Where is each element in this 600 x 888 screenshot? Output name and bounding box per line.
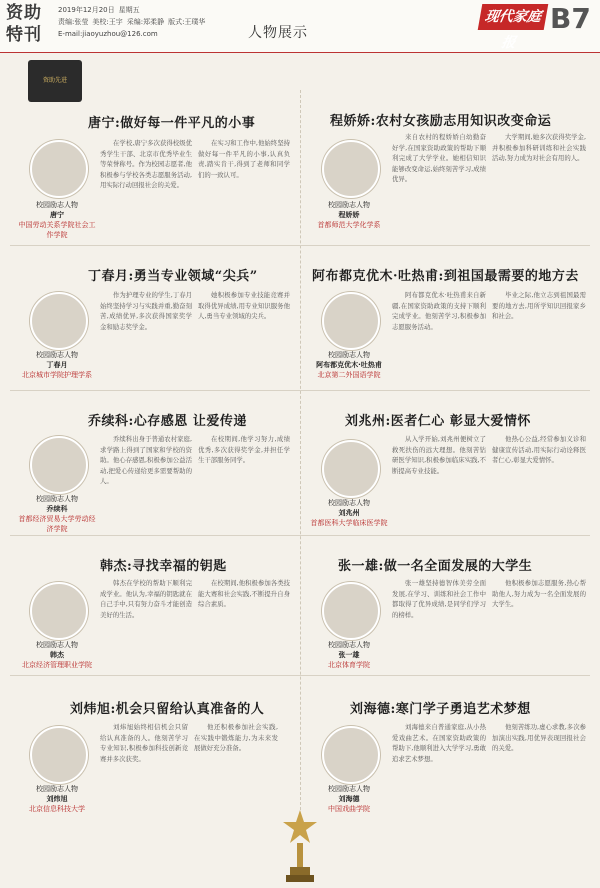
- story-headline: 唐宁:做好每一件平凡的小事: [88, 116, 256, 131]
- story-body: [100, 290, 192, 386]
- caption-name: 韩杰: [50, 651, 64, 659]
- row-divider: [10, 675, 590, 676]
- paragraph: 在学校,唐宁多次获得校级优秀学生干部、北京市优秀毕业生等荣誉称号。作为校园志愿者,他积极参与学校各类志愿服务活动,用实际行动回报社会的关爱。: [100, 139, 192, 189]
- column-title: 资助特刊: [6, 3, 42, 45]
- editor: 责编:张莹: [58, 18, 89, 26]
- row-divider: [10, 245, 590, 246]
- story-body: [100, 434, 192, 532]
- story-headline: 程娇娇:农村女孩励志用知识改变命运: [330, 114, 552, 129]
- portrait-photo: [322, 292, 380, 350]
- paragraph: 毕业之际,他立志到祖国最需要的地方去,用所学知识回报家乡和社会。: [492, 291, 586, 320]
- story-body: [194, 722, 278, 872]
- story-body: [198, 578, 290, 672]
- photo-caption: [18, 200, 96, 240]
- trophy-icon: [280, 808, 320, 884]
- column-divider: [300, 90, 301, 810]
- caption-name: 张一雄: [338, 651, 360, 659]
- caption-school: 中国劳动关系学院社会工作学院: [18, 221, 96, 239]
- paragraph: 在实习和工作中,他始终坚持做好每一件平凡的小事,认真负责,踏实肯干,得到了老师和同学们的一致认可。: [198, 139, 290, 179]
- photo-caption: [310, 784, 388, 814]
- paragraph: 刘海德来自普通家庭,从小热爱戏曲艺术。在国家资助政策的帮助下,他顺利进入大学学习,勇敢追求艺术梦想。: [392, 723, 486, 763]
- portrait-photo: [30, 582, 88, 640]
- caption-title: 校园励志人物: [328, 641, 370, 649]
- caption-school: 北京城市学院护理学系: [22, 371, 92, 379]
- story-body: [100, 138, 192, 242]
- story-headline: 阿布都克优木·吐热甫:到祖国最需要的地方去: [312, 269, 579, 284]
- newspaper-logo: 现代家庭报: [478, 4, 549, 30]
- story-headline: 刘兆州:医者仁心 彰显大爱情怀: [345, 414, 531, 429]
- portrait-photo: [30, 292, 88, 350]
- story-headline: 刘海德:寒门学子勇追艺术梦想: [350, 702, 531, 717]
- story-headline: 张一雄:做一名全面发展的大学生: [338, 559, 533, 574]
- row-divider: [10, 535, 590, 536]
- caption-title: 校园励志人物: [36, 785, 78, 793]
- portrait-photo: [30, 436, 88, 494]
- story-body: [492, 578, 586, 672]
- story-body: [392, 290, 486, 386]
- story-body: [392, 722, 486, 872]
- caption-title: 校园励志人物: [36, 495, 78, 503]
- story-body: [198, 434, 290, 532]
- paragraph: 韩杰在学校的帮助下顺利完成学业。他认为,幸福的钥匙就在自己手中,只有努力奋斗才能创造美好的生活。: [100, 579, 192, 619]
- paragraph: 从入学开始,刘兆州便树立了救死扶伤的远大理想。他刻苦钻研医学知识,积极参加临床实践,不断提高专业技能。: [392, 435, 486, 475]
- paragraph: 来自农村的程娇娇自幼勤奋好学,在国家资助政策的帮助下顺利完成了大学学业。她相信知识能够改变命运,始终刻苦学习,成绩优异。: [392, 133, 486, 183]
- issue-date: 2019年12月20日: [58, 6, 115, 14]
- email: E-mail:jiaoyuzhou@126.com: [58, 30, 158, 38]
- portrait-photo: [30, 726, 88, 784]
- issue-meta: [58, 4, 209, 40]
- caption-name: 丁春月: [46, 361, 68, 369]
- paragraph: 阿布都克优木·吐热甫来自新疆,在国家资助政策的支持下顺利完成学业。他刻苦学习,积极参加志愿服务活动。: [392, 291, 486, 331]
- caption-school: 首都医科大学临床医学院: [310, 519, 388, 527]
- paragraph: 他热心公益,经常参加义诊和健康宣传活动,用实际行动诠释医者仁心,彰显大爱情怀。: [492, 435, 586, 464]
- paragraph: 他刻苦练功,虚心求教,多次参加演出实践,用优异表现回报社会的关爱。: [492, 723, 586, 752]
- caption-name: 唐宁: [50, 211, 64, 219]
- row-divider: [10, 390, 590, 391]
- award-badge: 资助先进: [28, 60, 82, 102]
- section-title: 人物展示: [248, 25, 308, 41]
- caption-name: 乔续科: [46, 505, 68, 513]
- story-body: [198, 138, 290, 242]
- paragraph: 张一雄坚持德智体美劳全面发展,在学习、训练和社会工作中都取得了优异成绩,是同学们学习的榜样。: [392, 579, 486, 619]
- caption-name: 程娇娇: [338, 211, 360, 219]
- caption-title: 校园励志人物: [36, 351, 78, 359]
- paragraph: 作为护理专业的学生,丁春月始终坚持学习与实践并重,勤奋刻苦,成绩优异,多次获得国家奖学金和励志奖学金。: [100, 291, 192, 331]
- paragraph: 刘炜旭始终相信机会只留给认真准备的人。他刻苦学习专业知识,积极参加科技创新竞赛并多次获奖。: [100, 723, 188, 763]
- story-body: [492, 132, 586, 242]
- photo-caption: [310, 498, 388, 528]
- story-body: [392, 434, 486, 532]
- story-body: [492, 290, 586, 386]
- proofreader: 美校:王宇: [92, 18, 123, 26]
- caption-school: 北京体育学院: [328, 661, 370, 669]
- caption-name: 刘炜旭: [46, 795, 68, 803]
- caption-name: 刘海德: [338, 795, 360, 803]
- caption-title: 校园励志人物: [328, 351, 370, 359]
- caption-school: 中国戏曲学院: [328, 805, 370, 813]
- paragraph: 在校期间,他积极参加各类技能大赛和社会实践,不断提升自身综合素质。: [198, 579, 290, 608]
- caption-title: 校园励志人物: [36, 201, 78, 209]
- issue-weekday: 星期五: [118, 6, 140, 14]
- layout-editor: 版式:王璞华: [168, 18, 206, 26]
- story-body: [100, 578, 192, 672]
- caption-name: 刘兆州: [338, 509, 360, 517]
- story-headline: 乔续科:心存感恩 让爱传递: [88, 414, 247, 429]
- story-headline: 丁春月:勇当专业领域“尖兵”: [88, 269, 258, 284]
- page-number: B7: [550, 2, 591, 35]
- caption-name: 阿布都克优木·吐热甫: [316, 361, 382, 369]
- story-body: [492, 722, 586, 872]
- paragraph: 乔续科出身于普通农村家庭,求学路上得到了国家和学校的资助。他心存感恩,积极参加公益活动,把爱心传递给更多需要帮助的人。: [100, 435, 192, 485]
- portrait-photo: [322, 582, 380, 640]
- portrait-photo: [30, 140, 88, 198]
- photo-caption: [18, 494, 96, 534]
- page-header: [0, 0, 600, 53]
- photo-caption: [310, 640, 388, 670]
- paragraph: 大学期间,她多次获得奖学金,并积极参加科研训练和社会实践活动,努力成为对社会有用的人。: [492, 133, 586, 162]
- caption-school: 首都师范大学化学系: [317, 221, 381, 229]
- photo-caption: [18, 784, 96, 814]
- caption-school: 北京第二外国语学院: [317, 371, 381, 379]
- paragraph: 她积极参加专业技能竞赛并取得优异成绩,用专业知识服务他人,勇当专业领域的尖兵。: [198, 291, 290, 320]
- story-body: [100, 722, 188, 872]
- caption-title: 校园励志人物: [328, 499, 370, 507]
- story-body: [492, 434, 586, 532]
- photo-caption: [18, 640, 96, 670]
- story-headline: 刘炜旭:机会只留给认真准备的人: [70, 702, 265, 717]
- portrait-photo: [322, 440, 380, 498]
- photo-caption: [310, 350, 388, 380]
- caption-title: 校园励志人物: [328, 201, 370, 209]
- portrait-photo: [322, 726, 380, 784]
- paragraph: 在校期间,他学习努力,成绩优秀,多次获得奖学金,并担任学生干部服务同学。: [198, 435, 290, 464]
- reporter: 采编:郑柔静: [126, 18, 165, 26]
- caption-title: 校园励志人物: [328, 785, 370, 793]
- story-headline: 韩杰:寻找幸福的钥匙: [100, 559, 227, 574]
- story-body: [392, 578, 486, 672]
- story-body: [392, 132, 486, 242]
- caption-school: 北京经济管理职业学院: [22, 661, 92, 669]
- photo-caption: [310, 200, 388, 230]
- caption-school: 首都经济贸易大学劳动经济学院: [18, 515, 96, 533]
- paragraph: 他还积极参加社会实践,在实践中锻炼能力,为未来发展做好充分准备。: [194, 723, 278, 752]
- paragraph: 他积极参加志愿服务,热心帮助他人,努力成为一名全面发展的大学生。: [492, 579, 586, 608]
- photo-caption: [18, 350, 96, 380]
- caption-title: 校园励志人物: [36, 641, 78, 649]
- portrait-photo: [322, 140, 380, 198]
- story-body: [198, 290, 290, 386]
- caption-school: 北京信息科技大学: [29, 805, 85, 813]
